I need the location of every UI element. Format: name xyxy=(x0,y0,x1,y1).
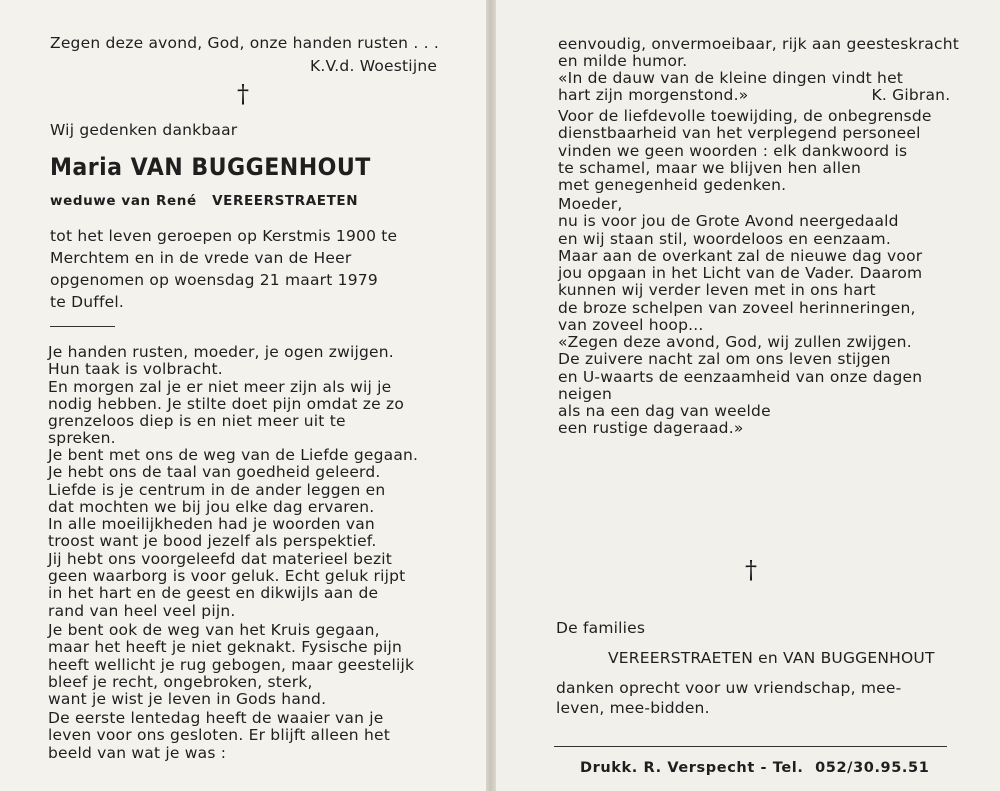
text-line: heeft wellicht je rug gebogen, maar geestelijk xyxy=(48,655,415,674)
families-intro: De families xyxy=(556,619,646,637)
text-line: In alle moeilijkheden had je woorden van xyxy=(48,515,375,534)
text-line: Maar aan de overkant zal de nieuwe dag voor xyxy=(558,246,923,265)
life-line: te Duffel. xyxy=(50,293,124,311)
text-line: in het hart en de geest en dikwijls aan de xyxy=(48,584,379,603)
text-line: kunnen wij verder leven met in ons hart xyxy=(558,281,876,300)
widow-of: VEREERSTRAETEN xyxy=(212,193,359,209)
intro-text: Wij gedenken dankbaar xyxy=(50,121,238,139)
paragraph-4 xyxy=(48,710,390,762)
text-line: Liefde is je centrum in de ander leggen en xyxy=(48,480,386,499)
text-line: met genegenheid gedenken. xyxy=(558,176,787,195)
cross-icon: † xyxy=(745,556,757,584)
quote-author: K. Gibran. xyxy=(871,86,951,105)
text-line: Jij hebt ons voorgeleefd dat materieel bezit xyxy=(48,549,393,568)
text-line: leven voor ons gesloten. Er blijft alleen het xyxy=(48,726,390,745)
footer-divider xyxy=(554,746,947,747)
paragraph-5 xyxy=(558,36,959,71)
text-line: neigen xyxy=(558,384,613,403)
thanks-text xyxy=(556,678,901,718)
life-details xyxy=(50,225,397,313)
text-line: bleef je recht, ongebroken, sterk, xyxy=(48,672,313,691)
text-line: maar het heeft je niet geknakt. Fysische pijn xyxy=(48,638,403,657)
text-line: dat mochten we bij jou elke dag ervaren. xyxy=(48,497,375,516)
text-line: nodig hebben. Je stilte doet pijn omdat ze zo xyxy=(48,394,405,413)
text-line: Hun taak is volbracht. xyxy=(48,360,223,379)
text-line: Je hebt ons de taal van goedheid geleerd. xyxy=(48,463,381,482)
text-line: rand van heel veel pijn. xyxy=(48,601,236,620)
widow-line xyxy=(50,193,358,209)
text-line: jou opgaan in het Licht van de Vader. Daarom xyxy=(558,264,923,283)
quote-text: hart zijn morgenstond.» xyxy=(558,86,749,105)
text-line: vinden we geen woorden : elk dankwoord is xyxy=(558,141,908,160)
epigraph-author: K.V.d. Woestijne xyxy=(310,57,438,75)
life-line: opgenomen op woensdag 21 maart 1979 xyxy=(50,271,378,289)
text-line: De eerste lentedag heeft de waaier van je xyxy=(48,709,384,727)
text-line: beeld van wat je was : xyxy=(48,743,227,762)
widow-prefix: weduwe van René xyxy=(50,193,197,209)
text-line: en U-waarts de eenzaamheid van onze dagen xyxy=(558,367,923,386)
divider xyxy=(50,326,115,327)
paragraph-3 xyxy=(48,622,414,708)
text-line: een rustige dageraad.» xyxy=(558,419,744,438)
text-line: En morgen zal je er niet meer zijn als wij je xyxy=(48,377,392,396)
text-line: en wij staan stil, woordeloos en eenzaam. xyxy=(558,229,891,248)
paragraph-2 xyxy=(48,447,418,620)
quote-line xyxy=(558,87,950,104)
gibran-quote xyxy=(558,70,950,105)
printer-phone: 052/30.95.51 xyxy=(815,760,930,776)
text-line: leven, mee-bidden. xyxy=(556,699,710,717)
left-page xyxy=(0,0,486,791)
card-fold xyxy=(486,0,496,791)
text-line: troost want je bood jezelf als perspektief. xyxy=(48,532,377,551)
epigraph: Zegen deze avond, God, onze handen rusten . . . xyxy=(50,34,439,52)
text-line: nu is voor jou de Grote Avond neergedaald xyxy=(558,212,899,231)
deceased-name: Maria VAN BUGGENHOUT xyxy=(50,153,371,181)
paragraph-1 xyxy=(48,344,404,448)
paragraph-8 xyxy=(558,334,922,438)
text-line: Moeder, xyxy=(558,195,623,213)
text-line: Je handen rusten, moeder, je ogen zwijgen. xyxy=(48,343,394,361)
life-line: Merchtem en in de vrede van de Heer xyxy=(50,249,352,267)
text-line: grenzeloos diep is en niet meer uit te xyxy=(48,412,346,431)
text-line: danken oprecht voor uw vriendschap, mee- xyxy=(556,679,902,697)
paragraph-7 xyxy=(558,196,922,334)
text-line: de broze schelpen van zoveel herinneringen, xyxy=(558,298,916,317)
quote-line: «In de dauw van de kleine dingen vindt het xyxy=(558,69,904,87)
text-line: en milde humor. xyxy=(558,52,688,71)
paragraph-6 xyxy=(558,108,932,194)
cross-icon: † xyxy=(237,80,249,108)
text-line: «Zegen deze avond, God, wij zullen zwijgen. xyxy=(558,333,912,351)
printer-credit xyxy=(580,760,929,776)
text-line: dienstbaarheid van het verplegend personeel xyxy=(558,124,921,143)
right-page xyxy=(496,0,1000,791)
text-line: want je wist je leven in Gods hand. xyxy=(48,690,327,709)
life-line: tot het leven geroepen op Kerstmis 1900 te xyxy=(50,227,398,245)
printer-label: Drukk. R. Verspecht - Tel. xyxy=(580,760,804,776)
families-names: VEREERSTRAETEN en VAN BUGGENHOUT xyxy=(608,649,935,667)
text-line: spreken. xyxy=(48,429,116,448)
text-line: Je bent ook de weg van het Kruis gegaan, xyxy=(48,621,380,639)
text-line: geen waarborg is voor geluk. Echt geluk rijpt xyxy=(48,567,406,586)
text-line: eenvoudig, onvermoeibaar, rijk aan geesteskracht xyxy=(558,35,959,53)
text-line: De zuivere nacht zal om ons leven stijgen xyxy=(558,350,891,369)
text-line: Voor de liefdevolle toewijding, de onbegrensde xyxy=(558,107,932,125)
text-line: als na een dag van weelde xyxy=(558,402,771,421)
text-line: van zoveel hoop... xyxy=(558,316,704,335)
text-line: Je bent met ons de weg van de Liefde gegaan. xyxy=(48,446,419,464)
text-line: te schamel, maar we blijven hen allen xyxy=(558,158,861,177)
